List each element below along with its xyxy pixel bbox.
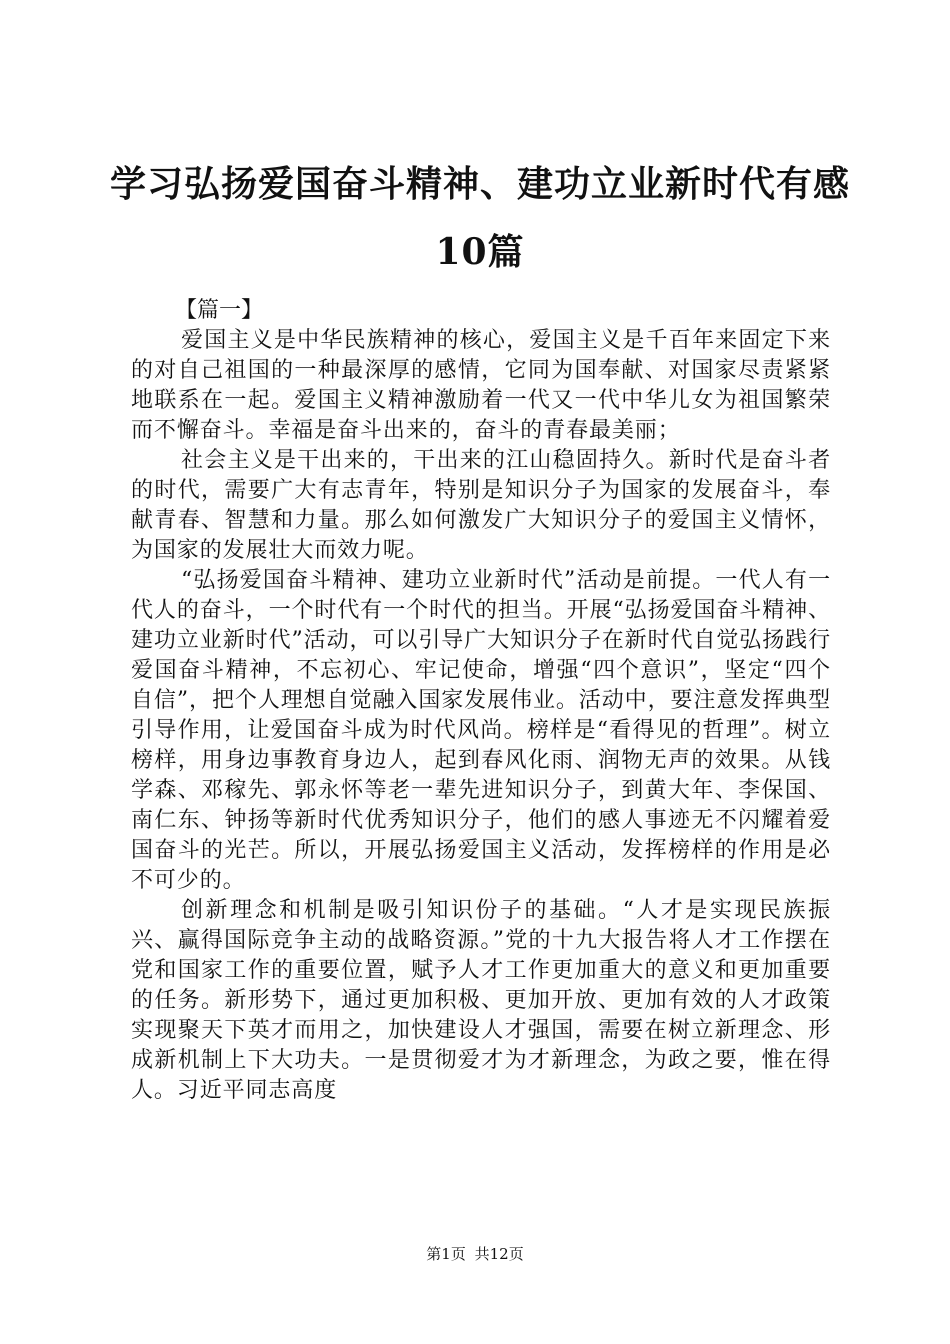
page-number: 第1页 [426, 1245, 466, 1263]
document-title-line2: 10篇 [435, 231, 525, 273]
section-label: 【篇一】 [175, 298, 264, 323]
page-footer [0, 1244, 950, 1264]
document-body [131, 296, 831, 1106]
paragraph-4: 创新理念和机制是吸引知识份子的基础。“人才是实现民族振兴、赢得国际竞争主动的战略资源。”党的十九大报告将人才工作摆在党和国家工作的重要位置，赋予人才工作更加重大的意义和更加重要的任务。新形势下，通过更加积极、更加开放、更加有效的人才政策实现聚天下英才而用之，加快建设人才强国，需要在树立新理念、形成新机制上下大功夫。一是贯彻爱才为才新理念，为政之要，惟在得人。习近平同志高度 [131, 898, 831, 1103]
paragraph-2: 社会主义是干出来的，干出来的江山稳固持久。新时代是奋斗者的时代，需要广大有志青年，特别是知识分子为国家的发展奋斗，奉献青春、智慧和力量。那么如何激发广大知识分子的爱国主义情怀，为国家的发展壮大而效力呢。 [131, 448, 831, 563]
document-title-line1: 学习弘扬爱国奋斗精神、建功立业新时代有感 [110, 163, 851, 205]
paragraph-1: 爱国主义是中华民族精神的核心，爱国主义是千百年来固定下来的对自己祖国的一种最深厚的感情，它同为国奉献、对国家尽责紧紧地联系在一起。爱国主义精神激励着一代又一代中华儿女为祖国繁荣而不懈奋斗。幸福是奋斗出来的，奋斗的青春最美丽； [131, 328, 831, 443]
paragraph-3: “弘扬爱国奋斗精神、建功立业新时代”活动是前提。一代人有一代人的奋斗，一个时代有一个时代的担当。开展“弘扬爱国奋斗精神、建功立业新时代”活动，可以引导广大知识分子在新时代自觉弘扬践行爱国奋斗精神，不忘初心、牢记使命，增强“四个意识”，坚定“四个自信”，把个人理想自觉融入国家发展伟业。活动中，要注意发挥典型引导作用，让爱国奋斗成为时代风尚。榜样是“看得见的哲理”。树立榜样，用身边事教育身边人，起到春风化雨、润物无声的效果。从钱学森、邓稼先、郭永怀等老一辈先进知识分子，到黄大年、李保国、南仁东、钟扬等新时代优秀知识分子，他们的感人事迹无不闪耀着爱国奋斗的光芒。所以，开展弘扬爱国主义活动，发挥榜样的作用是必不可少的。 [131, 568, 831, 893]
page-total: 共12页 [474, 1245, 524, 1263]
